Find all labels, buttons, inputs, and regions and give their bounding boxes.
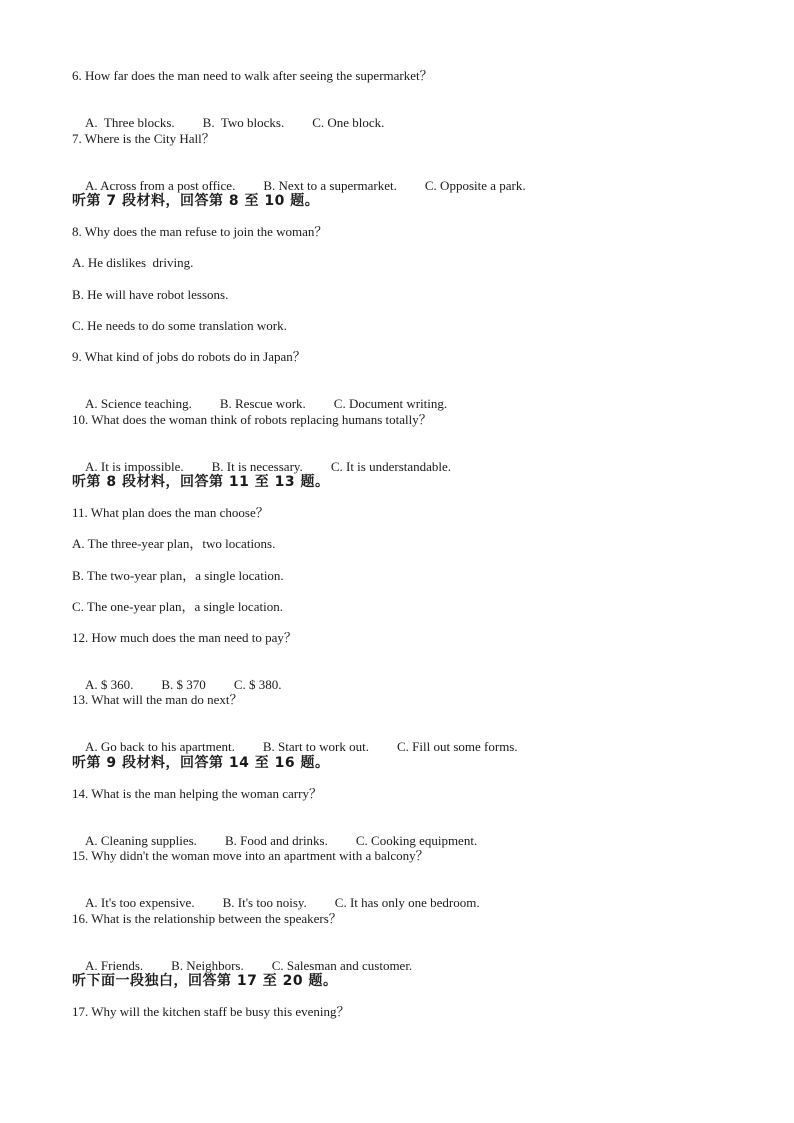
- option-a: A. Three blocks.: [85, 115, 175, 130]
- option-b: B. Two blocks.: [202, 115, 285, 130]
- section-heading-10: 听下面一段独白，回答第 17 至 20 题。: [72, 973, 338, 989]
- option-b: B. The two-year plan，a single location.: [72, 568, 284, 583]
- option-b: B. Start to work out.: [262, 739, 369, 754]
- option-a: A. Go back to his apartment.: [85, 739, 235, 754]
- option-a: A. Friends.: [85, 958, 144, 973]
- option-c: C. Cooking equipment.: [355, 833, 478, 848]
- option-c: C. Opposite a park.: [424, 178, 526, 193]
- question-10: 10. What does the woman think of robots replacing humans totally？: [72, 412, 432, 427]
- question-13: 13. What will the man do next？: [72, 692, 243, 707]
- option-a: A. It is impossible.: [85, 459, 184, 474]
- option-c: C. Document writing.: [333, 396, 448, 411]
- option-a: A. It's too expensive.: [85, 895, 195, 910]
- option-b: B. Next to a supermarket.: [263, 178, 397, 193]
- option-c: C. One block.: [312, 115, 385, 130]
- option-b: B. Rescue work.: [219, 396, 306, 411]
- option-b: B. Food and drinks.: [224, 833, 328, 848]
- option-c: C. He needs to do some translation work.: [72, 318, 287, 333]
- option-a: A. $ 360.: [85, 677, 134, 692]
- question-8: 8. Why does the man refuse to join the woman？: [72, 224, 328, 239]
- option-a: A. The three-year plan，two locations.: [72, 536, 276, 551]
- option-a: A. Cleaning supplies.: [85, 833, 197, 848]
- option-a: A. Across from a post office.: [85, 178, 236, 193]
- option-c: C. The one-year plan，a single location.: [72, 599, 283, 614]
- option-c: C. Salesman and customer.: [271, 958, 413, 973]
- question-17: 17. Why will the kitchen staff be busy this evening？: [72, 1004, 350, 1019]
- option-c: C. It has only one bedroom.: [334, 895, 480, 910]
- question-16: 16. What is the relationship between the speakers？: [72, 911, 342, 926]
- section-heading-7: 听第 7 段材料，回答第 8 至 10 题。: [72, 193, 320, 209]
- option-b: B. It's too noisy.: [222, 895, 307, 910]
- question-6: 6. How far does the man need to walk after seeing the supermarket？: [72, 68, 433, 83]
- option-c: C. It is understandable.: [330, 459, 452, 474]
- question-14: 14. What is the man helping the woman carry？: [72, 786, 322, 801]
- option-b: B. It is necessary.: [211, 459, 303, 474]
- option-c: C. Fill out some forms.: [397, 739, 518, 754]
- option-b: B. Neighbors.: [171, 958, 244, 973]
- question-9: 9. What kind of jobs do robots do in Japan？: [72, 349, 306, 364]
- question-15: 15. Why didn't the woman move into an apartment with a balcony？: [72, 848, 429, 863]
- question-12: 12. How much does the man need to pay？: [72, 630, 297, 645]
- section-heading-8: 听第 8 段材料，回答第 11 至 13 题。: [72, 474, 330, 490]
- option-c: C. $ 380.: [233, 677, 282, 692]
- option-a: A. Science teaching.: [85, 396, 192, 411]
- question-7: 7. Where is the City Hall？: [72, 131, 215, 146]
- option-b: B. He will have robot lessons.: [72, 287, 229, 302]
- question-11: 11. What plan does the man choose？: [72, 505, 269, 520]
- section-heading-9: 听第 9 段材料，回答第 14 至 16 题。: [72, 755, 330, 771]
- option-b: B. $ 370: [161, 677, 206, 692]
- option-a: A. He dislikes driving.: [72, 255, 194, 270]
